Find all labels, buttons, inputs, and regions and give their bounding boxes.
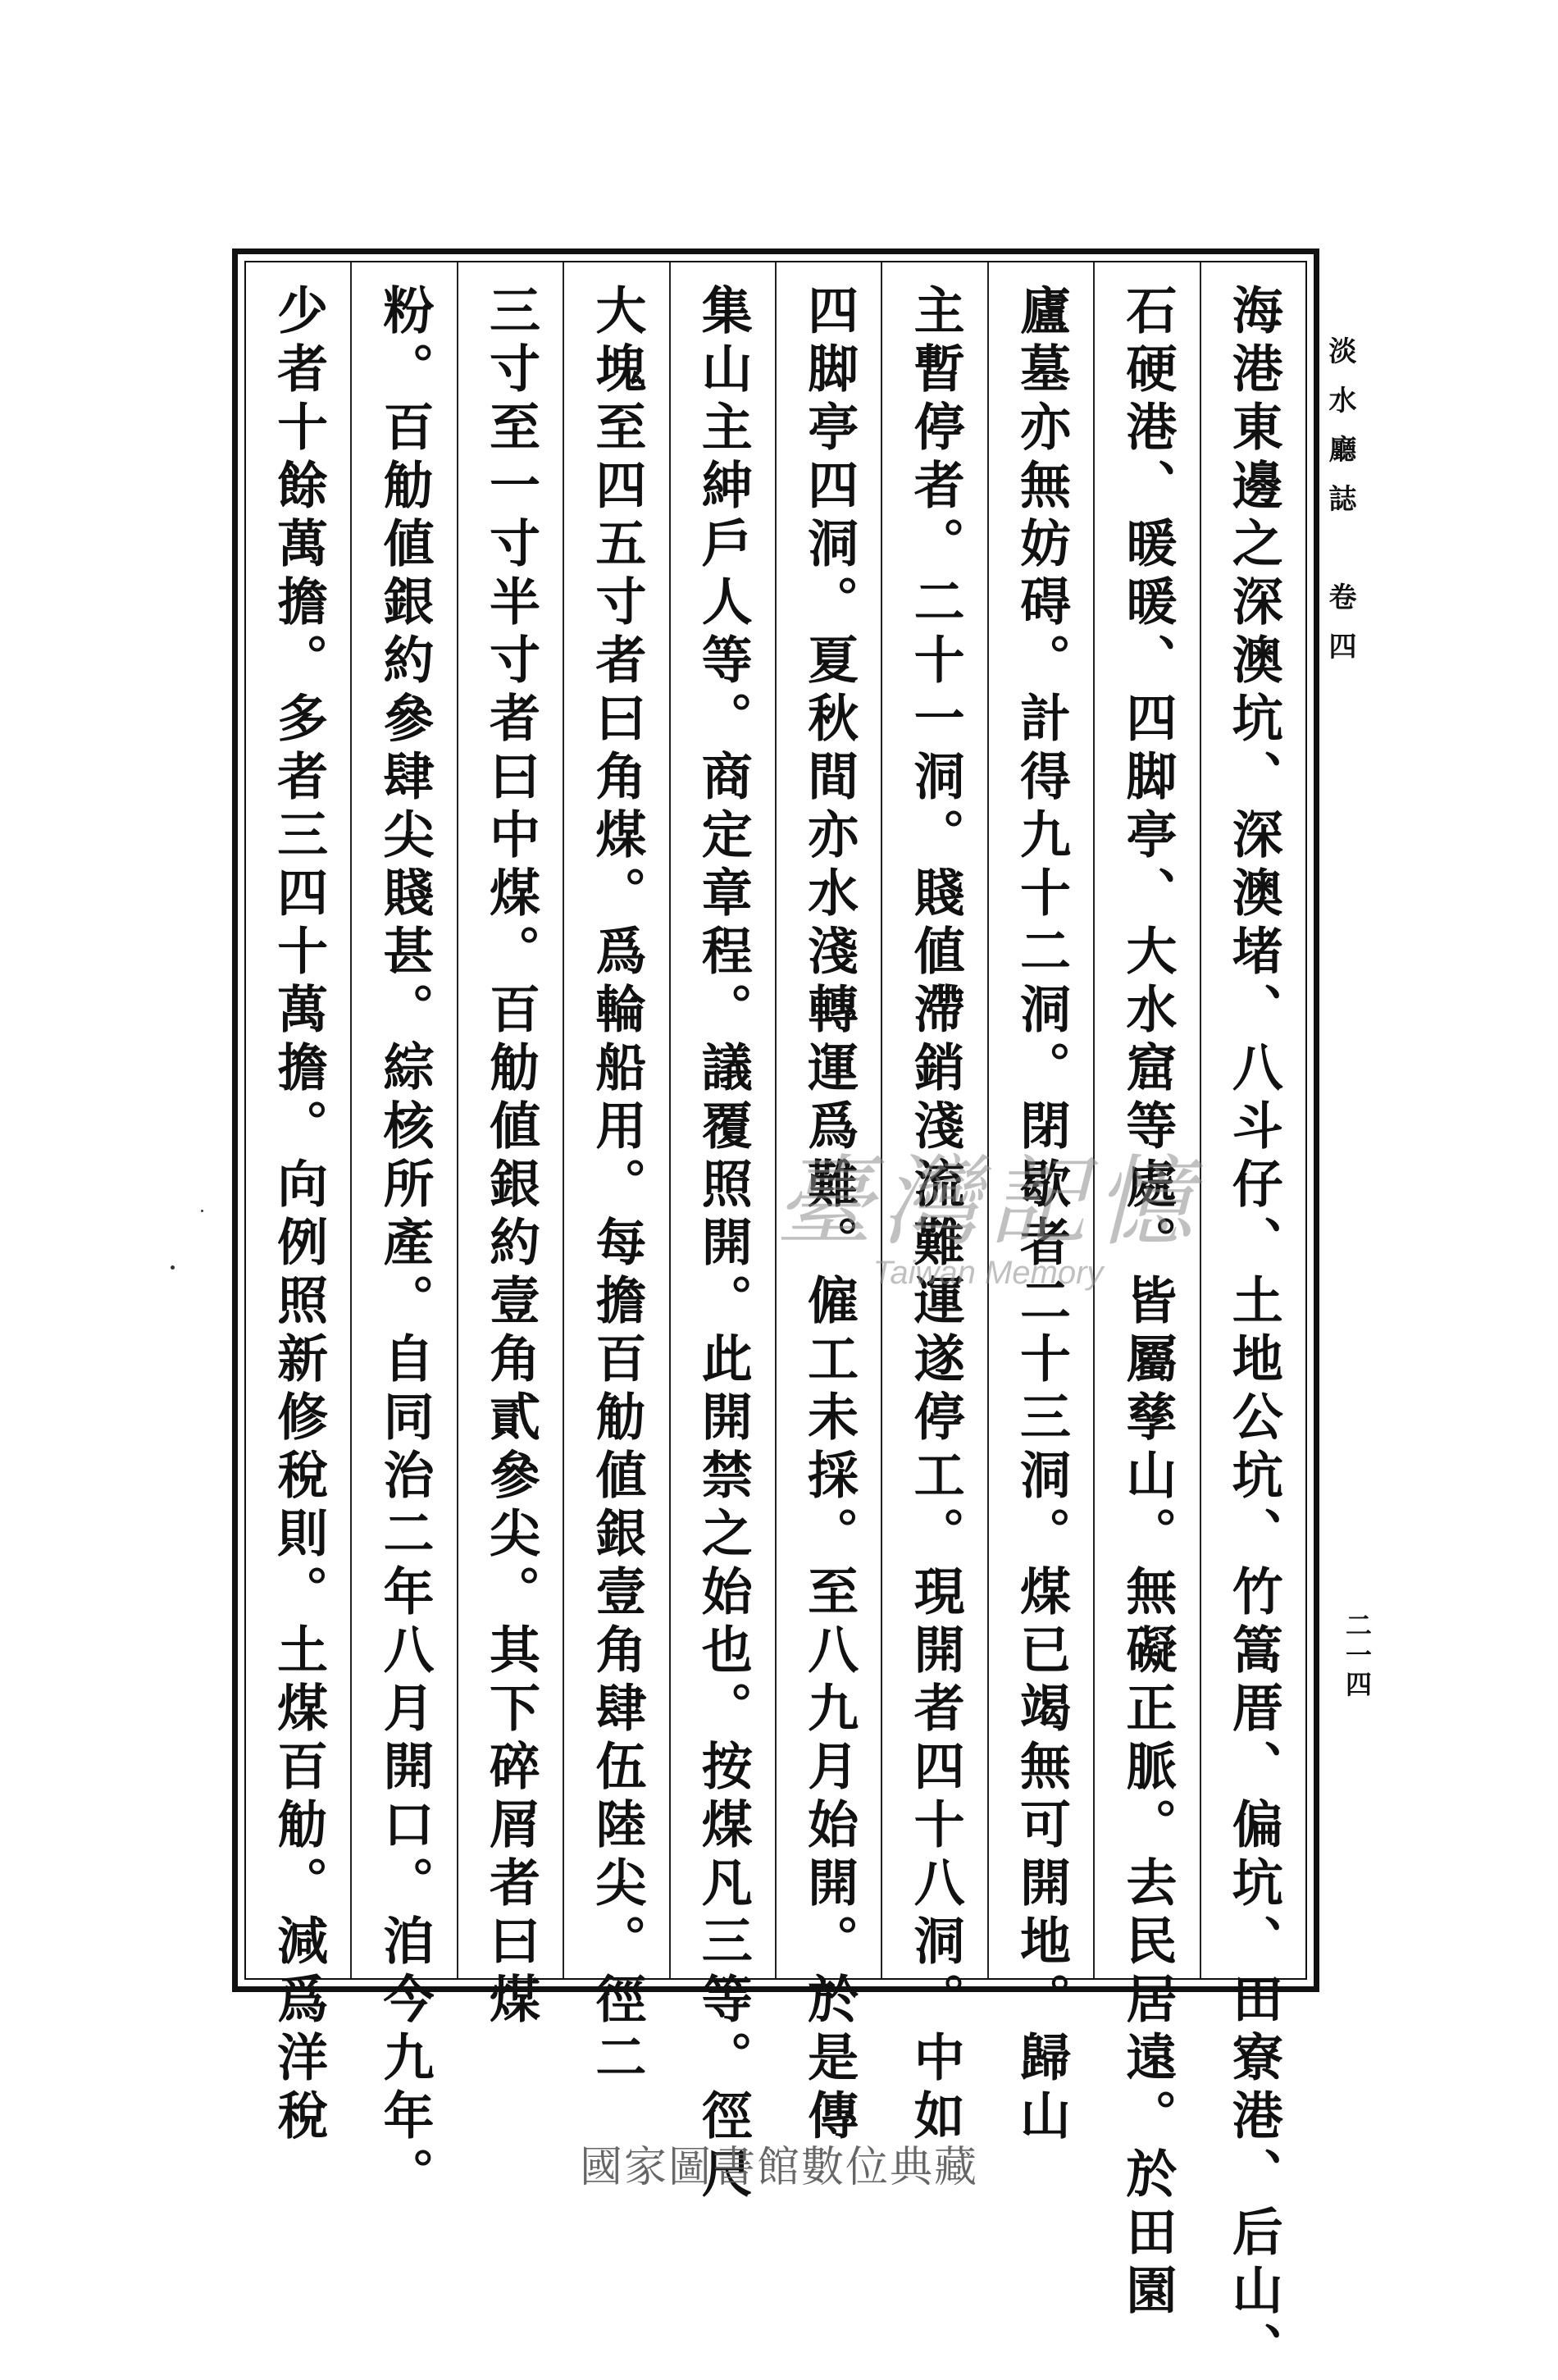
- footer-credit: 國家圖書館數位典藏: [579, 2144, 978, 2191]
- column-text: 粉。百觔値銀約參肆尖賤甚。綜核所產。自同治二年八月開口。洎今九年。: [375, 284, 435, 2205]
- column-text: 海港東邊之深澳坑、深澳堵、八斗仔、土地公坑、竹篙厝、偏坑、田寮港、后山、: [1223, 284, 1284, 2380]
- scan-speck: [201, 1210, 203, 1212]
- column-text: 少者十餘萬擔。多者三四十萬擔。向例照新修稅則。土煤百觔。減爲洋稅: [268, 284, 329, 2147]
- watermark: [775, 1124, 1201, 1292]
- text-column: [350, 262, 456, 2205]
- column-text: 集山主紳戶人等。商定章程。議覆照開。此開禁之始也。按煤凡三等。徑尺: [693, 284, 754, 2205]
- column-text: 廬墓亦無妨碍。計得九十二洞。閉歇者二十三洞。煤已竭無可開地。歸山: [1011, 284, 1072, 2147]
- column-text: 四脚亭四洞。夏秋間亦水淺轉運爲難。僱工未採。至八九月始開。於是傳: [799, 284, 859, 2147]
- column-text: 三寸至一寸半寸者曰中煤。百觔値銀約壹角貳參尖。其下碎屑者曰煤: [481, 284, 541, 2031]
- text-column: [775, 262, 881, 2147]
- column-text: 大塊至四五寸者曰角煤。爲輪船用。每擔百觔値銀壹角肆伍陸尖。徑二: [586, 284, 647, 2089]
- text-column: [1093, 262, 1199, 2322]
- text-column: [563, 262, 668, 2089]
- text-column: [669, 262, 775, 2205]
- scan-speck: [171, 1265, 175, 1270]
- watermark-chinese: 臺灣記憶: [775, 1146, 1201, 1260]
- book-title: 淡水廳誌 卷四: [1323, 336, 1356, 681]
- page-number: 二一四: [1342, 1612, 1373, 1700]
- watermark-english: Taiwan Memory: [872, 1255, 1104, 1291]
- text-column: [1200, 262, 1305, 2380]
- text-column: [987, 262, 1093, 2147]
- column-text: 石硬港、暖暖、四脚亭、大水窟等處。皆屬孳山。無礙正脈。去民居遠。於田園: [1117, 284, 1178, 2322]
- text-column: [246, 262, 350, 2147]
- column-text: 主暫停者。二十一洞。賤値滯銷淺流難運遂停工。現開者四十八洞。中如: [905, 284, 966, 2147]
- text-column: [881, 262, 986, 2147]
- text-column: [457, 262, 563, 2031]
